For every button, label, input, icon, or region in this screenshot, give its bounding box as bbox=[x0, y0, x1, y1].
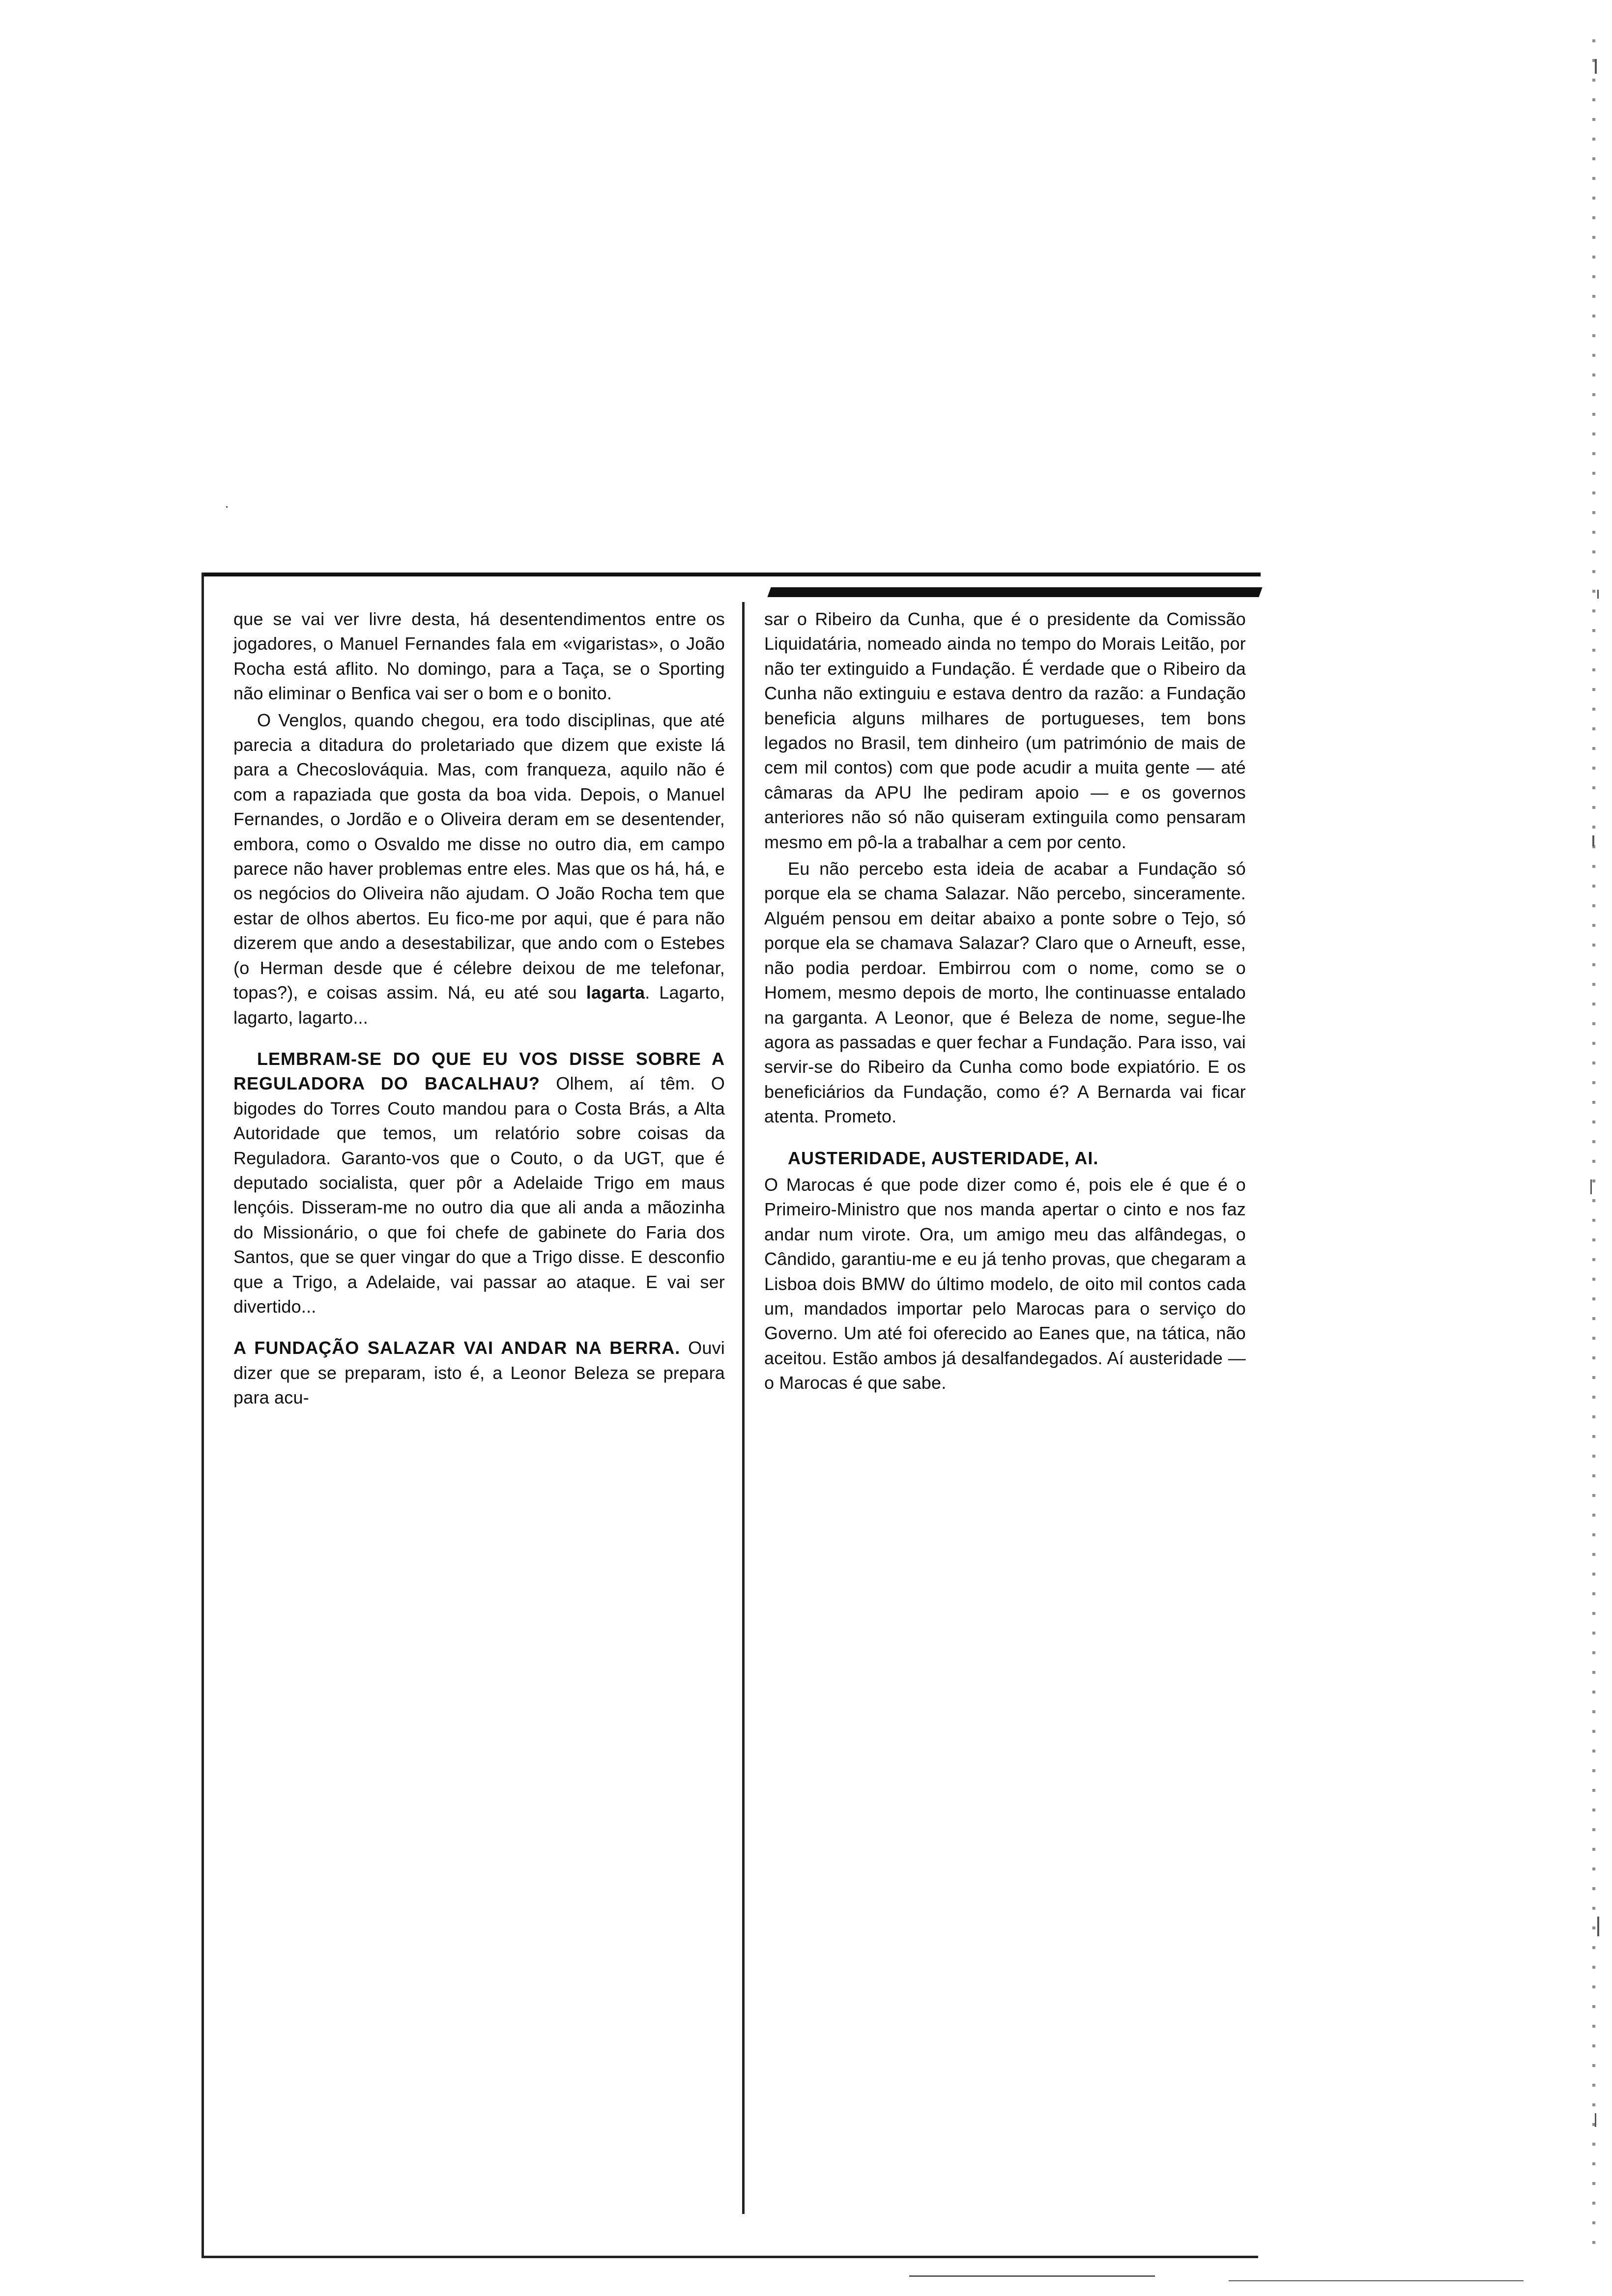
left-paragraph-2 bbox=[233, 708, 725, 1030]
left-column bbox=[233, 607, 725, 1412]
left-section-fundacao bbox=[233, 1336, 725, 1410]
left-paragraph-3: Olhem, aí têm. O bigodes do Torres Couto mandou para o Costa Brás, a Alta Autoridade que temos, um relatório sobre coisas da Reguladora. Garanto-vos que o Couto, o da UGT, que é deputado socialista, quer pôr a Adelaide Trigo em maus lençóis. Disseram-me no outro dia que ali anda a mãozinha do Missionário, o que foi chefe de gabinete do Faria dos Santos, que se quer vingar do que a Trigo disse. E desconfio que a Trigo, a Adelaide, vai passar ao ataque. E vai ser divertido... bbox=[233, 1073, 725, 1317]
right-column bbox=[764, 607, 1246, 1398]
right-paragraph-1: sar o Ribeiro da Cunha, que é o presidente da Comissão Liquidatária, nomeado ainda no tempo do Morais Leitão, por não ter extinguido a Fundação. É verdade que o Ribeiro da Cunha não extinguiu e estava dentro da razão: a Fundação beneficia alguns milhares de portugueses, tem bons legados no Brasil, tem dinheiro (um património de mais de cem mil contos) com que pode acudir a muita gente — até câmaras da APU lhe pediram apoio — e os governos anteriores não só não quiseram extinguila como pensaram mesmo em pô-la a trabalhar a cem por cento. bbox=[764, 609, 1246, 852]
column-divider bbox=[742, 602, 745, 2214]
top-rule-right bbox=[767, 587, 1262, 597]
heading-austeridade: AUSTERIDADE, AUSTERIDADE, AI. bbox=[788, 1148, 1099, 1168]
lagarta-bold: lagarta bbox=[586, 982, 645, 1003]
newspaper-clipping bbox=[202, 573, 1258, 2258]
left-section-reguladora bbox=[233, 1047, 725, 1319]
left-paragraph-2-text: O Venglos, quando chegou, era todo disciplinas, que até parecia a ditadura do proletariado que dizem que existe lá para a Checoslováquia. Mas, com franqueza, aquilo não é com a rapaziada que gosta da boa vida. Depois, o Manuel Fernandes, o Jordão e o Oliveira deram em se desentender, embora, como o Osvaldo me disse no outro dia, em campo parece não haver problemas entre eles. Mas que os há, há, e os negócios do Oliveira não ajudam. O João Rocha tem que estar de olhos abertos. Eu fico-me por aqui, que é para não dizerem que ando a desestabilizar, que ando com o Estebes (o Herman desde que é célebre deixou de me telefonar, topas?), e coisas assim. Ná, eu até sou bbox=[233, 710, 725, 1003]
left-paragraph-1: que se vai ver livre desta, há desentendimentos entre os jogadores, o Manuel Fernandes fala em «vigaristas», o João Rocha está aflito. No domingo, para a Taça, se o Sporting não eliminar o Benfica vai ser o bom e o bonito. bbox=[233, 609, 725, 704]
left-paragraph-4: Ouvi dizer que se preparam, isto é, a Leonor Beleza se prepara para acu- bbox=[233, 1338, 725, 1408]
page-edge-shadow bbox=[1592, 39, 1595, 2251]
right-paragraph-3: O Marocas é que pode dizer como é, pois ele é que é o Primeiro-Ministro que nos manda apertar o cinto e nos faz andar num virote. Ora, um amigo meu das alfândegas, o Cândido, garantiu-me e eu já tenho provas, que chegaram a Lisboa dois BMW do último modelo, de oito mil contos cada um, mandados importar pelo Marocas para o serviço do Governo. Um até foi oferecido ao Eanes que, na tática, não aceitou. Estão ambos já desalfandegados. Aí austeridade — o Marocas é que sabe. bbox=[764, 1174, 1246, 1393]
left-paragraph-2-end: . Lagarto, lagarto, lagarto... bbox=[233, 982, 725, 1028]
right-paragraph-2: Eu não percebo esta ideia de acabar a Fundação só porque ela se chama Salazar. Não percebo, sinceramente. Alguém pensou em deitar abaixo a ponte sobre o Tejo, só porque ela se chamava Salazar? Claro que o Arneuft, esse, não podia perdoar. Embirrou com o nome, como se o Homem, mesmo depois de morto, lhe continuasse entalado na garganta. A Leonor, que é Beleza de nome, segue-lhe agora as passadas e quer fechar a Fundação. Para isso, vai servir-se do Ribeiro da Cunha como bode expiatório. E os beneficiários da Fundação, como é? A Bernarda vai ficar atenta. Prometo. bbox=[764, 859, 1246, 1127]
top-rule bbox=[204, 573, 1261, 579]
heading-fundacao-salazar: A FUNDAÇÃO SALAZAR VAI ANDAR NA BERRA. bbox=[233, 1338, 681, 1358]
heading-reguladora: LEMBRAM-SE DO QUE EU VOS DISSE SOBRE A REGULADORA DO BACALHAU? bbox=[233, 1048, 725, 1094]
